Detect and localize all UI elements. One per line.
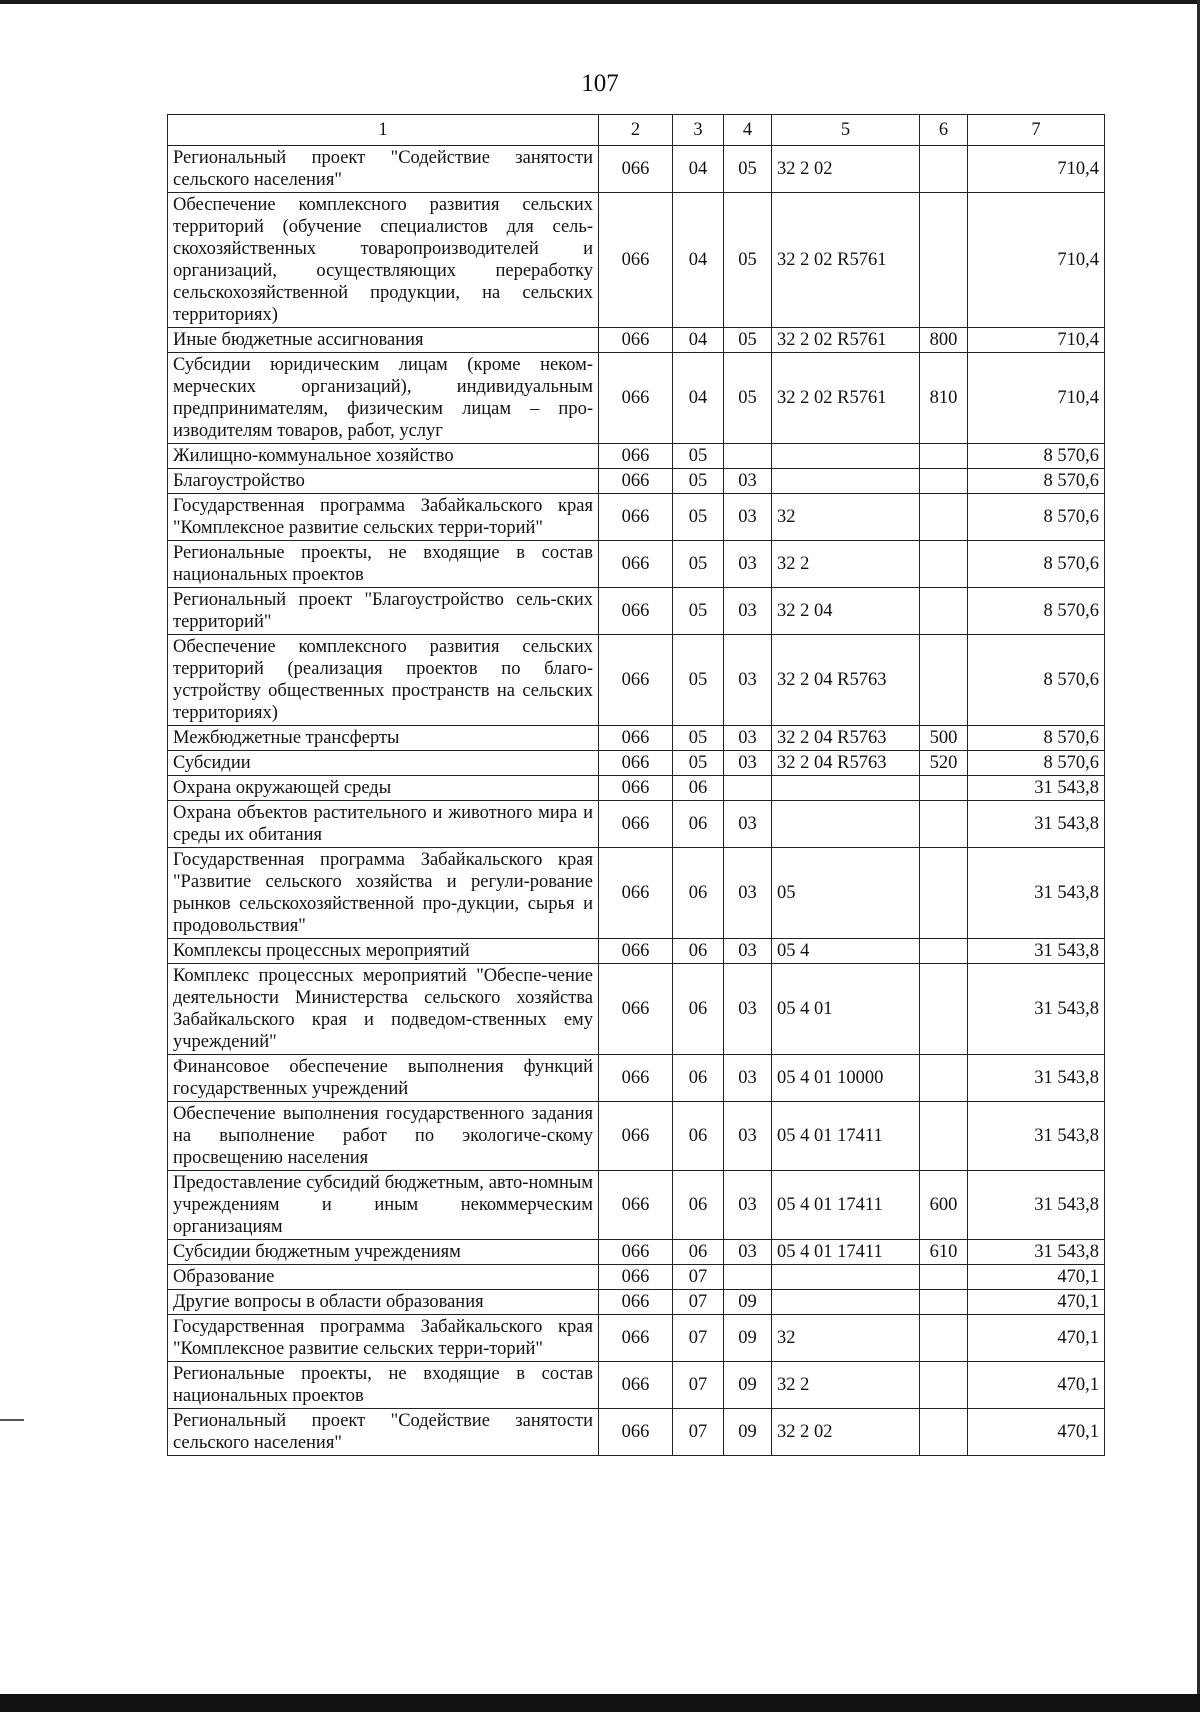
- row-subsection: 03: [724, 541, 772, 588]
- row-target-article: 05 4: [772, 939, 920, 964]
- table-row: [168, 469, 1105, 494]
- row-subsection: 09: [724, 1315, 772, 1362]
- table-row: [168, 1290, 1105, 1315]
- row-expense-type: [920, 801, 968, 848]
- row-section: 06: [673, 1240, 724, 1265]
- header-col-6: 6: [920, 115, 968, 146]
- row-name: Субсидии бюджетным учреждениям: [168, 1240, 599, 1265]
- row-subsection: 03: [724, 588, 772, 635]
- row-admin-code: 066: [599, 776, 673, 801]
- row-subsection: [724, 444, 772, 469]
- row-target-article: [772, 801, 920, 848]
- row-target-article: 32 2 04: [772, 588, 920, 635]
- row-target-article: 32 2 02 R5761: [772, 193, 920, 328]
- row-section: 04: [673, 193, 724, 328]
- row-amount: 31 543,8: [968, 964, 1105, 1055]
- table-row: [168, 1240, 1105, 1265]
- row-expense-type: [920, 588, 968, 635]
- table-row: [168, 964, 1105, 1055]
- row-expense-type: 610: [920, 1240, 968, 1265]
- row-admin-code: 066: [599, 751, 673, 776]
- table-row: [168, 801, 1105, 848]
- row-name: Благоустройство: [168, 469, 599, 494]
- table-row: [168, 1315, 1105, 1362]
- row-subsection: [724, 776, 772, 801]
- row-admin-code: 066: [599, 1265, 673, 1290]
- row-section: 04: [673, 328, 724, 353]
- row-subsection: 05: [724, 353, 772, 444]
- row-section: 07: [673, 1315, 724, 1362]
- row-admin-code: 066: [599, 1102, 673, 1171]
- row-amount: 710,4: [968, 328, 1105, 353]
- row-name: Комплекс процессных мероприятий "Обеспе-чение деятельности Министерства сельского хозяйства Забайкальского края и подведом-ственных ему учреждений": [168, 964, 599, 1055]
- row-name: Обеспечение выполнения государственного задания на выполнение работ по экологиче-скому просвещению населения: [168, 1102, 599, 1171]
- row-name: Другие вопросы в области образования: [168, 1290, 599, 1315]
- row-amount: 31 543,8: [968, 776, 1105, 801]
- header-col-3: 3: [673, 115, 724, 146]
- row-amount: 470,1: [968, 1315, 1105, 1362]
- row-name: Обеспечение комплексного развития сельских территорий (реализация проектов по благо-устройству общественных пространств на сельских территориях): [168, 635, 599, 726]
- row-target-article: 05 4 01: [772, 964, 920, 1055]
- row-amount: 8 570,6: [968, 541, 1105, 588]
- header-col-4: 4: [724, 115, 772, 146]
- row-target-article: 32 2 04 R5763: [772, 751, 920, 776]
- row-target-article: 05 4 01 10000: [772, 1055, 920, 1102]
- row-subsection: 03: [724, 1102, 772, 1171]
- row-amount: 470,1: [968, 1290, 1105, 1315]
- row-amount: 710,4: [968, 353, 1105, 444]
- row-subsection: 05: [724, 193, 772, 328]
- row-amount: 8 570,6: [968, 751, 1105, 776]
- row-amount: 8 570,6: [968, 588, 1105, 635]
- row-expense-type: [920, 1409, 968, 1456]
- table-row: [168, 146, 1105, 193]
- table-row: [168, 751, 1105, 776]
- row-admin-code: 066: [599, 193, 673, 328]
- row-name: Региональный проект "Содействие занятости сельского населения": [168, 1409, 599, 1456]
- row-name: Региональный проект "Содействие занятости сельского населения": [168, 146, 599, 193]
- row-admin-code: 066: [599, 541, 673, 588]
- row-target-article: 32 2 02: [772, 1409, 920, 1456]
- row-expense-type: [920, 1315, 968, 1362]
- row-subsection: 03: [724, 726, 772, 751]
- table-row: [168, 726, 1105, 751]
- row-name: Обеспечение комплексного развития сельских территорий (обучение специалистов для сель-скохозяйственных товаропроизводителей и организаций, осуществляющих переработку сельскохозяйственной продукции, на сельских территориях): [168, 193, 599, 328]
- scan-border-bottom: [0, 1694, 1200, 1712]
- row-amount: 470,1: [968, 1362, 1105, 1409]
- row-section: 06: [673, 1171, 724, 1240]
- scan-margin-mark: [0, 1419, 24, 1421]
- row-admin-code: 066: [599, 469, 673, 494]
- table-row: [168, 848, 1105, 939]
- row-target-article: 32 2: [772, 541, 920, 588]
- row-subsection: 09: [724, 1362, 772, 1409]
- row-admin-code: 066: [599, 1315, 673, 1362]
- row-section: 07: [673, 1409, 724, 1456]
- row-name: Финансовое обеспечение выполнения функций государственных учреждений: [168, 1055, 599, 1102]
- row-expense-type: [920, 1265, 968, 1290]
- row-name: Государственная программа Забайкальского края "Развитие сельского хозяйства и регули-рование рынков сельскохозяйственной про-дукции, сырья и продовольствия": [168, 848, 599, 939]
- row-section: 06: [673, 1055, 724, 1102]
- row-subsection: 09: [724, 1290, 772, 1315]
- table-row: [168, 1055, 1105, 1102]
- row-admin-code: 066: [599, 146, 673, 193]
- row-target-article: 32: [772, 494, 920, 541]
- row-amount: 8 570,6: [968, 726, 1105, 751]
- row-expense-type: 600: [920, 1171, 968, 1240]
- row-subsection: 03: [724, 801, 772, 848]
- row-expense-type: [920, 964, 968, 1055]
- row-expense-type: [920, 469, 968, 494]
- row-admin-code: 066: [599, 328, 673, 353]
- table-row: [168, 776, 1105, 801]
- row-section: 05: [673, 635, 724, 726]
- row-section: 04: [673, 353, 724, 444]
- row-section: 05: [673, 469, 724, 494]
- row-amount: 31 543,8: [968, 1171, 1105, 1240]
- row-target-article: 32 2 04 R5763: [772, 726, 920, 751]
- row-name: Региональный проект "Благоустройство сель-ских территорий": [168, 588, 599, 635]
- row-name: Образование: [168, 1265, 599, 1290]
- row-name: Охрана окружающей среды: [168, 776, 599, 801]
- row-section: 06: [673, 1102, 724, 1171]
- row-target-article: 05 4 01 17411: [772, 1240, 920, 1265]
- header-col-7: 7: [968, 115, 1105, 146]
- row-subsection: 03: [724, 939, 772, 964]
- row-admin-code: 066: [599, 588, 673, 635]
- row-target-article: [772, 444, 920, 469]
- row-expense-type: 520: [920, 751, 968, 776]
- row-section: 06: [673, 848, 724, 939]
- row-expense-type: [920, 635, 968, 726]
- row-section: 07: [673, 1290, 724, 1315]
- row-expense-type: [920, 776, 968, 801]
- row-subsection: 03: [724, 848, 772, 939]
- row-name: Иные бюджетные ассигнования: [168, 328, 599, 353]
- table-row: [168, 1362, 1105, 1409]
- row-amount: 470,1: [968, 1409, 1105, 1456]
- table-row: [168, 328, 1105, 353]
- row-amount: 8 570,6: [968, 494, 1105, 541]
- row-amount: 31 543,8: [968, 1240, 1105, 1265]
- row-amount: 470,1: [968, 1265, 1105, 1290]
- row-admin-code: 066: [599, 444, 673, 469]
- row-subsection: 05: [724, 328, 772, 353]
- row-target-article: 05 4 01 17411: [772, 1102, 920, 1171]
- row-expense-type: [920, 848, 968, 939]
- row-target-article: 32 2 04 R5763: [772, 635, 920, 726]
- row-subsection: 03: [724, 1240, 772, 1265]
- header-col-5: 5: [772, 115, 920, 146]
- row-expense-type: [920, 541, 968, 588]
- table-row: [168, 1409, 1105, 1456]
- row-section: 06: [673, 964, 724, 1055]
- table-row: [168, 635, 1105, 726]
- row-target-article: 32 2 02 R5761: [772, 353, 920, 444]
- budget-table: [167, 114, 1105, 1456]
- row-subsection: 03: [724, 635, 772, 726]
- row-admin-code: 066: [599, 1290, 673, 1315]
- row-admin-code: 066: [599, 1055, 673, 1102]
- row-name: Межбюджетные трансферты: [168, 726, 599, 751]
- row-target-article: [772, 1265, 920, 1290]
- row-amount: 31 543,8: [968, 801, 1105, 848]
- row-admin-code: 066: [599, 964, 673, 1055]
- row-admin-code: 066: [599, 726, 673, 751]
- row-target-article: 32: [772, 1315, 920, 1362]
- row-name: Региональные проекты, не входящие в состав национальных проектов: [168, 1362, 599, 1409]
- row-name: Предоставление субсидий бюджетным, авто-номным учреждениям и иным некоммерческим организациям: [168, 1171, 599, 1240]
- header-col-1: 1: [168, 115, 599, 146]
- row-subsection: 03: [724, 751, 772, 776]
- row-target-article: 32 2: [772, 1362, 920, 1409]
- table-row: [168, 1102, 1105, 1171]
- table-row: [168, 541, 1105, 588]
- row-expense-type: [920, 444, 968, 469]
- table-row: [168, 939, 1105, 964]
- row-amount: 31 543,8: [968, 848, 1105, 939]
- row-expense-type: 810: [920, 353, 968, 444]
- row-target-article: 05 4 01 17411: [772, 1171, 920, 1240]
- row-subsection: 03: [724, 1055, 772, 1102]
- scan-border-top: [0, 0, 1200, 4]
- table-row: [168, 193, 1105, 328]
- row-name: Охрана объектов растительного и животного мира и среды их обитания: [168, 801, 599, 848]
- row-subsection: 03: [724, 964, 772, 1055]
- row-subsection: [724, 1265, 772, 1290]
- row-expense-type: [920, 1055, 968, 1102]
- row-name: Государственная программа Забайкальского края "Комплексное развитие сельских терри-торий": [168, 1315, 599, 1362]
- row-expense-type: [920, 939, 968, 964]
- row-name: Субсидии юридическим лицам (кроме неком-мерческих организаций), индивидуальным предпринимателям, физическим лицам – про-изводителям товаров, работ, услуг: [168, 353, 599, 444]
- row-admin-code: 066: [599, 635, 673, 726]
- row-name: Жилищно-коммунальное хозяйство: [168, 444, 599, 469]
- table-row: [168, 1265, 1105, 1290]
- row-name: Субсидии: [168, 751, 599, 776]
- row-amount: 8 570,6: [968, 635, 1105, 726]
- row-expense-type: [920, 1290, 968, 1315]
- row-expense-type: [920, 146, 968, 193]
- row-admin-code: 066: [599, 1171, 673, 1240]
- row-section: 06: [673, 776, 724, 801]
- row-name: Государственная программа Забайкальского края "Комплексное развитие сельских терри-торий": [168, 494, 599, 541]
- table-row: [168, 1171, 1105, 1240]
- row-admin-code: 066: [599, 494, 673, 541]
- row-section: 07: [673, 1362, 724, 1409]
- row-expense-type: [920, 1362, 968, 1409]
- table-row: [168, 588, 1105, 635]
- row-target-article: 05: [772, 848, 920, 939]
- row-admin-code: 066: [599, 353, 673, 444]
- row-expense-type: [920, 193, 968, 328]
- row-section: 05: [673, 751, 724, 776]
- row-subsection: 09: [724, 1409, 772, 1456]
- row-admin-code: 066: [599, 848, 673, 939]
- row-amount: 710,4: [968, 146, 1105, 193]
- row-target-article: 32 2 02: [772, 146, 920, 193]
- table-header-row: [168, 115, 1105, 146]
- row-section: 05: [673, 726, 724, 751]
- row-target-article: 32 2 02 R5761: [772, 328, 920, 353]
- row-section: 04: [673, 146, 724, 193]
- row-target-article: [772, 1290, 920, 1315]
- row-expense-type: 800: [920, 328, 968, 353]
- row-target-article: [772, 469, 920, 494]
- row-subsection: 05: [724, 146, 772, 193]
- row-expense-type: [920, 494, 968, 541]
- table-row: [168, 353, 1105, 444]
- row-admin-code: 066: [599, 939, 673, 964]
- row-expense-type: [920, 1102, 968, 1171]
- header-col-2: 2: [599, 115, 673, 146]
- row-amount: 8 570,6: [968, 444, 1105, 469]
- row-section: 05: [673, 541, 724, 588]
- row-section: 05: [673, 444, 724, 469]
- row-section: 05: [673, 588, 724, 635]
- row-amount: 8 570,6: [968, 469, 1105, 494]
- table-row: [168, 444, 1105, 469]
- row-target-article: [772, 776, 920, 801]
- row-admin-code: 066: [599, 1409, 673, 1456]
- page-number: 107: [581, 70, 619, 97]
- row-name: Региональные проекты, не входящие в состав национальных проектов: [168, 541, 599, 588]
- row-admin-code: 066: [599, 1362, 673, 1409]
- row-section: 05: [673, 494, 724, 541]
- row-admin-code: 066: [599, 801, 673, 848]
- row-section: 07: [673, 1265, 724, 1290]
- table-row: [168, 494, 1105, 541]
- row-subsection: 03: [724, 1171, 772, 1240]
- row-section: 06: [673, 939, 724, 964]
- row-amount: 31 543,8: [968, 1102, 1105, 1171]
- row-name: Комплексы процессных мероприятий: [168, 939, 599, 964]
- row-amount: 710,4: [968, 193, 1105, 328]
- row-expense-type: 500: [920, 726, 968, 751]
- row-subsection: 03: [724, 494, 772, 541]
- row-admin-code: 066: [599, 1240, 673, 1265]
- row-subsection: 03: [724, 469, 772, 494]
- row-section: 06: [673, 801, 724, 848]
- row-amount: 31 543,8: [968, 1055, 1105, 1102]
- row-amount: 31 543,8: [968, 939, 1105, 964]
